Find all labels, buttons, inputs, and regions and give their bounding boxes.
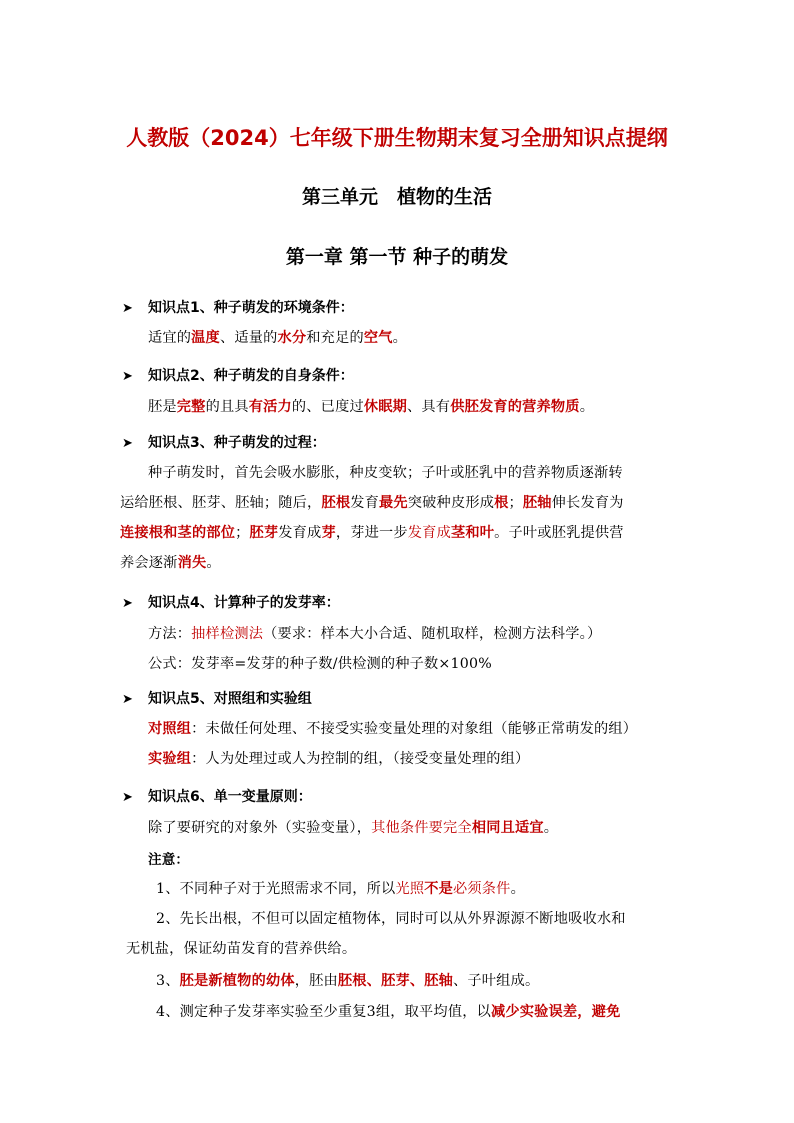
note-4: 4、测定种子发芽率实验至少重复3组，取平均值，以减少实验误差，避免	[156, 1004, 621, 1020]
arrow-bullet-icon: ➤	[122, 301, 133, 316]
knowledge-point-5-experimental-group: 实验组：人为处理过或人为控制的组，（接受变量处理的组）	[148, 751, 530, 767]
chapter-heading: 第一章 第一节 种子的萌发	[285, 246, 509, 268]
note-2-line-1: 2、先长出根，不但可以固定植物体，同时可以从外界源源不断地吸收水和	[156, 911, 626, 927]
knowledge-point-3-line-4: 养会逐渐消失。	[120, 555, 221, 571]
arrow-bullet-icon: ➤	[122, 790, 133, 805]
note-3: 3、胚是新植物的幼体，胚由胚根、胚芽、胚轴、子叶组成。	[156, 973, 540, 989]
knowledge-point-3-heading: ➤ 知识点3、种子萌发的过程：	[122, 435, 326, 451]
note-1: 1、不同种子对于光照需求不同，所以光照不是必须条件。	[156, 881, 525, 897]
knowledge-point-2-text: 胚是完整的且具有活力的、已度过休眠期、具有供胚发育的营养物质。	[148, 399, 595, 415]
knowledge-point-2-heading: ➤ 知识点2、种子萌发的自身条件：	[122, 368, 354, 384]
knowledge-point-1-heading: ➤ 知识点1、种子萌发的环境条件：	[122, 300, 354, 316]
note-label: 注意：	[148, 852, 190, 868]
knowledge-point-4-formula: 公式：发芽率=发芽的种子数/供检测的种子数×100%	[148, 656, 492, 672]
knowledge-point-1-text: 适宜的温度、适量的水分和充足的空气。	[148, 330, 408, 346]
knowledge-point-3-line-1: 种子萌发时，首先会吸水膨胀，种皮变软；子叶或胚乳中的营养物质逐渐转	[148, 465, 623, 481]
knowledge-point-3-line-2: 运给胚根、胚芽、胚轴；随后，胚根发育最先突破种皮形成根；胚轴伸长发育为	[120, 495, 624, 511]
note-2-line-2: 无机盐，保证幼苗发育的营养供给。	[126, 941, 357, 957]
unit-heading: 第三单元 植物的生活	[301, 186, 492, 208]
knowledge-point-5-control-group: 对照组：未做任何处理、不接受实验变量处理的对象组（能够正常萌发的组）	[148, 721, 638, 737]
knowledge-point-6-text: 除了要研究的对象外（实验变量），其他条件要完全相同且适宜。	[148, 820, 559, 836]
arrow-bullet-icon: ➤	[122, 596, 133, 611]
knowledge-point-4-method: 方法：抽样检测法（要求：样本大小合适、随机取样，检测方法科学。）	[148, 626, 602, 642]
arrow-bullet-icon: ➤	[122, 692, 133, 707]
document-title: 人教版（2024）七年级下册生物期末复习全册知识点提纲	[126, 126, 668, 150]
knowledge-point-6-heading: ➤ 知识点6、单一变量原则：	[122, 789, 312, 805]
knowledge-point-3-line-3: 连接根和茎的部位；胚芽发育成芽，芽进一步发育成茎和叶。子叶或胚乳提供营	[120, 525, 624, 541]
arrow-bullet-icon: ➤	[122, 436, 133, 451]
knowledge-point-4-heading: ➤ 知识点4、计算种子的发芽率：	[122, 595, 340, 611]
knowledge-point-5-heading: ➤ 知识点5、对照组和实验组	[122, 691, 312, 707]
arrow-bullet-icon: ➤	[122, 369, 133, 384]
